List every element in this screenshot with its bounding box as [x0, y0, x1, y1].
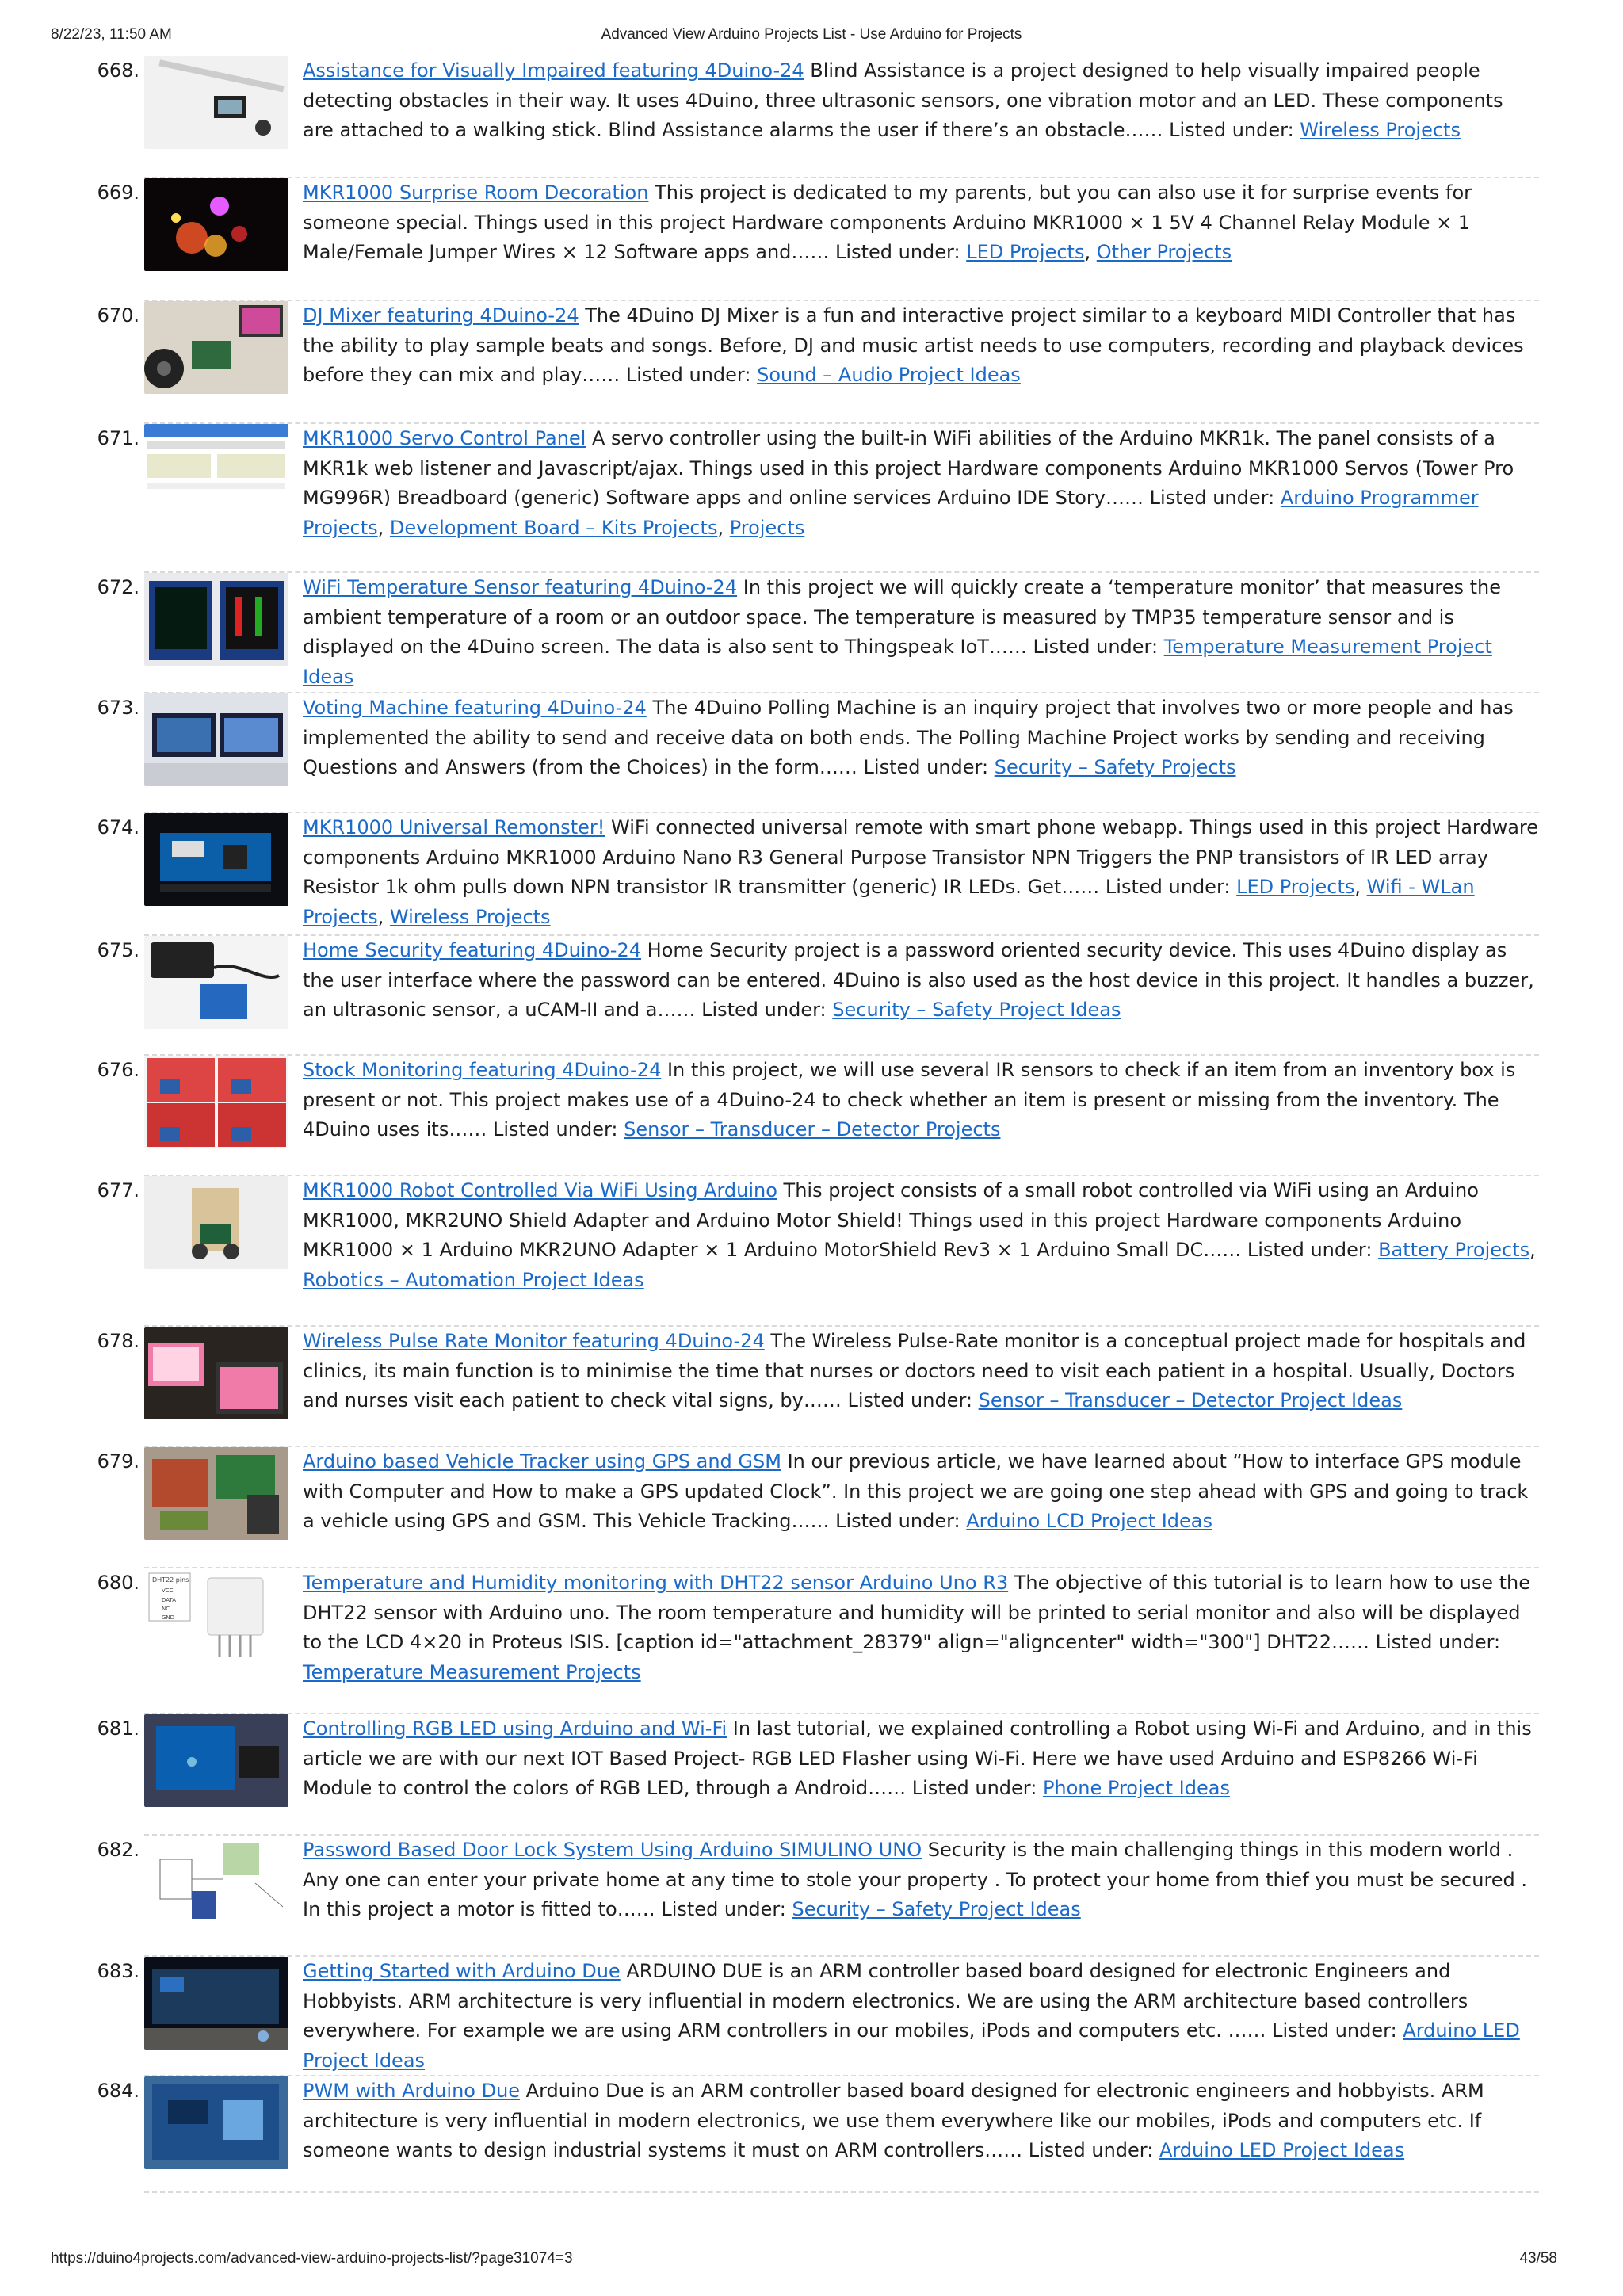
item-text: [303, 56, 1539, 146]
item-number: 670.: [97, 304, 139, 327]
item-text: [303, 1327, 1539, 1416]
category-link[interactable]: Robotics – Automation Project Ideas: [303, 1268, 644, 1291]
project-title-link[interactable]: Voting Machine featuring 4Duino-24: [303, 697, 647, 719]
list-item: [0, 1176, 1623, 1295]
list-item: [0, 301, 1623, 391]
item-number: 674.: [97, 816, 139, 839]
project-title-link[interactable]: WiFi Temperature Sensor featuring 4Duino-24: [303, 576, 738, 598]
list-item: [0, 693, 1623, 783]
project-description: Blind Assistance is a project designed to help visually impaired people detecting obstacles in their way. It uses 4Duino, three ultrasonic sensors, one vibration motor and an LED. These components are attached to a walking stick. Blind Assistance alarms the user if there’s an obstacle…… Listed under:: [303, 59, 1503, 141]
item-text: [303, 1957, 1539, 2076]
list-item: [0, 1327, 1623, 1416]
project-description: ARDUINO DUE is an ARM controller based board designed for electronic Engineers and Hobbyists. ARM architecture is very influential in modern electronics. We are using the ARM architecture based controllers everywhere. For example we are using ARM controllers in our mobiles, iPods and computers etc. …… Listed under:: [303, 1960, 1468, 2042]
item-number: 669.: [97, 181, 139, 204]
project-description: A servo controller using the built-in WiFi abilities of the Arduino MKR1k. The panel consists of a MKR1k web listener and Javascript/ajax. Things used in this project Hardware components Arduino MKR1000 Servos (Tower Pro MG996R) Breadboard (generic) Software apps and online services Arduino IDE Story…… Listed under:: [303, 427, 1514, 509]
category-link[interactable]: LED Projects: [1236, 876, 1355, 898]
item-divider: [144, 1567, 1539, 1568]
list-item: [0, 1056, 1623, 1145]
project-thumbnail[interactable]: [144, 1056, 288, 1148]
category-link[interactable]: Development Board – Kits Projects: [389, 516, 718, 539]
project-title-link[interactable]: PWM with Arduino Due: [303, 2080, 521, 2102]
project-title-link[interactable]: Home Security featuring 4Duino-24: [303, 939, 642, 961]
project-thumbnail[interactable]: [144, 301, 288, 394]
item-divider: [144, 1175, 1539, 1176]
category-link[interactable]: Wireless Projects: [389, 905, 551, 928]
item-divider: [144, 812, 1539, 813]
item-number: 680.: [97, 1572, 139, 1594]
item-number: 682.: [97, 1839, 139, 1861]
project-thumbnail[interactable]: [144, 56, 288, 149]
item-number: 676.: [97, 1059, 139, 1081]
item-text: [303, 1836, 1539, 1925]
category-link[interactable]: LED Projects: [966, 241, 1085, 263]
project-thumbnail[interactable]: [144, 178, 288, 271]
page-title: Advanced View Arduino Projects List - Use Arduino for Projects: [601, 26, 1022, 43]
category-link[interactable]: Wireless Projects: [1300, 119, 1461, 141]
item-number: 668.: [97, 59, 139, 82]
category-link[interactable]: Sound – Audio Project Ideas: [757, 364, 1021, 386]
item-divider: [144, 692, 1539, 693]
project-description: WiFi connected universal remote with smart phone webapp. Things used in this project Hardware components Arduino MKR1000 Arduino Nano R3 General Purpose Transistor NPN Triggers the PNP transistors of IR LED array Resistor 1k ohm pulls down NPN transistor IR transmitter (generic) IR LEDs. Get…… Listed under:: [303, 816, 1539, 898]
list-item: [0, 573, 1623, 692]
project-description: Arduino Due is an ARM controller based board designed for electronic engineers and hobbyists. ARM architecture is very influential in modern electronics, we use them everywhere like our mobiles, iPods and computers etc. If someone wants to design industrial systems it must on ARM controllers…… Listed under:: [303, 2080, 1484, 2161]
item-text: [303, 301, 1539, 391]
project-thumbnail[interactable]: [144, 936, 288, 1029]
list-item: [0, 936, 1623, 1026]
item-text: [303, 1447, 1539, 1537]
project-title-link[interactable]: Stock Monitoring featuring 4Duino-24: [303, 1059, 662, 1081]
project-title-link[interactable]: MKR1000 Surprise Room Decoration: [303, 181, 649, 204]
project-description: In this project, we will use several IR sensors to check if an item from an inventory box is present or not. This project makes use of a 4Duino-24 to check whether an item is present or missing from the inventory. The 4Duino uses its…… Listed under:: [303, 1059, 1516, 1140]
project-description: In this project we will quickly create a ‘temperature monitor’ that measures the ambient temperature of a room or an outdoor space. The temperature is measured by TMP35 temperature sensor and is displayed on the 4Duino screen. The data is also sent to Thingspeak IoT…… Listed under:: [303, 576, 1501, 658]
item-text: MKR1000 Surprise Room Decoration This project is dedicated to my parents, but you can also use it for surprise events for someone special. Things used in this project Hardware components Arduino MKR1000 × 1 5V 4 Channel Relay Module × 1 Male/Female Jumper Wires × 12 Software apps and…… Listed under: LED Projects, Other Projects: [303, 181, 1472, 263]
category-link[interactable]: Temperature Measurement Projects: [303, 1660, 641, 1683]
project-thumbnail[interactable]: [144, 1836, 288, 1928]
item-text: [303, 2076, 1539, 2166]
item-text: [303, 1056, 1539, 1145]
item-divider: [144, 1054, 1539, 1056]
page-number: 43/58: [1519, 2250, 1557, 2267]
item-divider: [144, 422, 1539, 424]
item-text: [303, 1714, 1539, 1804]
list-item: [0, 56, 1623, 146]
project-title-link[interactable]: Controlling RGB LED using Arduino and Wi-Fi: [303, 1717, 727, 1740]
item-text: [303, 936, 1539, 1026]
item-divider: [144, 934, 1539, 936]
project-description: This project is dedicated to my parents, but you can also use it for surprise events for someone special. Things used in this project Hardware components Arduino MKR1000 × 1 5V 4 Channel Relay Module × 1 Male/Female Jumper Wires × 12 Software apps and…… Listed under:: [303, 181, 1472, 263]
item-text: [303, 693, 1539, 783]
list-item: [0, 1957, 1623, 2076]
project-title-link[interactable]: MKR1000 Servo Control Panel: [303, 427, 586, 449]
item-number: 683.: [97, 1960, 139, 1982]
project-description: Security is the main challenging things in this modern world . Any one can enter your private home at any time to stole your property . To protect your home from thief you must be secured . In this project a motor is fitted to…… Listed under:: [303, 1839, 1528, 1920]
project-description: In our previous article, we have learned about “How to interface GPS module with Computer and How to make a GPS updated Clock”. In this project we are going one step ahead with GPS and going to track a vehicle using GPS and GSM. This Vehicle Tracking…… Listed under:: [303, 1450, 1529, 1532]
project-thumbnail[interactable]: [144, 1176, 288, 1269]
project-description: The 4Duino Polling Machine is an inquiry project that involves two or more people and has implemented the ability to send and receive data on both ends. The Polling Machine Project works by sending and receiving Questions and Answers (from the Choices) in the form…… Listed under:: [303, 697, 1514, 778]
project-description: This project consists of a small robot controlled via WiFi using an Arduino MKR1000, MKR2UNO Shield Adapter and Arduino Motor Shield! Things used in this project Hardware components Arduino MKR1000 × 1 Arduino MKR2UNO Adapter × 1 Arduino MotorShield Rev3 × 1 Arduino Small DC…… Listed under:: [303, 1179, 1479, 1261]
svg-text:DATA: DATA: [162, 1597, 177, 1603]
svg-text:NC: NC: [162, 1606, 170, 1612]
print-datetime: 8/22/23, 11:50 AM: [51, 26, 172, 43]
project-thumbnail[interactable]: [144, 1714, 288, 1807]
category-link[interactable]: Security – Safety Project Ideas: [832, 999, 1121, 1021]
project-description: The Wireless Pulse-Rate monitor is a conceptual project made for hospitals and clinics, its main function is to minimise the time that nurses or doctors need to visit each patient in a hospital. Usually, Doctors and nurses visit each patient to check vital signs, by…… Listed under:: [303, 1330, 1526, 1412]
list-item: [0, 1836, 1623, 1925]
category-link[interactable]: Security – Safety Project Ideas: [792, 1898, 1081, 1920]
project-description: The 4Duino DJ Mixer is a fun and interactive project similar to a keyboard MIDI Controller that has the ability to play sample beats and songs. Before, DJ and music artist needs to use computers, recording and playback devices before they can mix and play…… Listed under:: [303, 304, 1524, 386]
svg-text:DHT22 pins: DHT22 pins: [152, 1576, 189, 1584]
svg-text:GND: GND: [162, 1614, 175, 1621]
project-description: In last tutorial, we explained controlling a Robot using Wi-Fi and Arduino, and in this article we are with our next IOT Based Project- RGB LED Flasher using Wi-Fi. Here we have used Arduino and ESP8266 Wi-Fi Module to control the colors of RGB LED, through a Android…… Listed under:: [303, 1717, 1532, 1799]
project-thumbnail[interactable]: [144, 1447, 288, 1540]
item-divider: [144, 1834, 1539, 1836]
item-number: 679.: [97, 1450, 139, 1473]
project-title-link[interactable]: Assistance for Visually Impaired featuring 4Duino-24: [303, 59, 804, 82]
item-text: [303, 573, 1539, 692]
category-link[interactable]: Arduino LED Project Ideas: [303, 2019, 1520, 2072]
list-item: [0, 1447, 1623, 1537]
page-url: https://duino4projects.com/advanced-view-arduino-projects-list/?page31074=3: [51, 2250, 573, 2267]
item-number: 671.: [97, 427, 139, 449]
list-item: [0, 813, 1623, 932]
item-number: 677.: [97, 1179, 139, 1201]
project-title-link[interactable]: Getting Started with Arduino Due: [303, 1960, 621, 1982]
list-item: [0, 1568, 1623, 1687]
category-link[interactable]: Other Projects: [1096, 241, 1232, 263]
item-number: 684.: [97, 2080, 139, 2102]
category-link[interactable]: Sensor – Transducer – Detector Project Ideas: [978, 1389, 1403, 1412]
svg-text:VCC: VCC: [162, 1587, 174, 1594]
item-number: 678.: [97, 1330, 139, 1352]
item-divider: [144, 1325, 1539, 1327]
item-divider: [144, 2075, 1539, 2076]
project-title-link[interactable]: Arduino based Vehicle Tracker using GPS and GSM: [303, 1450, 781, 1473]
project-thumbnail[interactable]: [144, 813, 288, 906]
item-divider: [144, 1955, 1539, 1957]
list-item: [0, 1714, 1623, 1804]
project-thumbnail[interactable]: [144, 1568, 288, 1661]
project-title-link[interactable]: DJ Mixer featuring 4Duino-24: [303, 304, 579, 327]
project-thumbnail[interactable]: [144, 573, 288, 666]
project-thumbnail[interactable]: [144, 1327, 288, 1419]
project-thumbnail[interactable]: [144, 2076, 288, 2169]
project-title-link[interactable]: Password Based Door Lock System Using Arduino SIMULINO UNO: [303, 1839, 922, 1861]
list-item: [0, 2076, 1623, 2166]
project-title-link[interactable]: MKR1000 Robot Controlled Via WiFi Using Arduino: [303, 1179, 777, 1201]
item-text: MKR1000 Servo Control Panel A servo controller using the built-in WiFi abilities of the Arduino MKR1k. The panel consists of a MKR1k web listener and Javascript/ajax. Things used in this project Hardware components Arduino MKR1000 Servos (Tower Pro MG996R) Breadboard (generic) Software apps and online services Arduino IDE Story…… Listed under: Arduino Programmer Projects, Development Board – Kits Projects, Projects: [303, 427, 1514, 539]
item-text: [303, 1568, 1539, 1687]
project-description: Home Security project is a password oriented security device. This uses 4Duino display as the user interface where the password can be entered. 4Duino is also used as the host device in this project. It handles a buzzer, an ultrasonic sensor, a uCAM-II and a…… Listed under:: [303, 939, 1534, 1021]
category-link[interactable]: Sensor – Transducer – Detector Projects: [624, 1118, 1001, 1140]
project-thumbnail[interactable]: [144, 424, 288, 517]
list-item: [0, 424, 1623, 543]
item-number: 675.: [97, 939, 139, 961]
category-link[interactable]: Security – Safety Projects: [994, 756, 1236, 778]
item-divider: [144, 177, 1539, 178]
category-link[interactable]: Arduino LCD Project Ideas: [966, 1510, 1213, 1532]
list-item: [0, 178, 1623, 268]
item-divider: [144, 571, 1539, 573]
project-title-link[interactable]: Wireless Pulse Rate Monitor featuring 4Duino-24: [303, 1330, 765, 1352]
project-title-link[interactable]: MKR1000 Universal Remonster!: [303, 816, 605, 839]
item-divider: [144, 1446, 1539, 1447]
category-link[interactable]: Wifi - WLan Projects: [303, 876, 1475, 928]
item-number: 681.: [97, 1717, 139, 1740]
item-divider: [144, 2191, 1539, 2193]
item-divider: [144, 1713, 1539, 1714]
item-number: 672.: [97, 576, 139, 598]
category-link[interactable]: Arduino LED Project Ideas: [1159, 2139, 1405, 2161]
item-text: MKR1000 Robot Controlled Via WiFi Using Arduino This project consists of a small robot controlled via WiFi using an Arduino MKR1000, MKR2UNO Shield Adapter and Arduino Motor Shield! Things used in this project Hardware components Arduino MKR1000 × 1 Arduino MKR2UNO Adapter × 1 Arduino MotorShield Rev3 × 1 Arduino Small DC…… Listed under: Battery Projects, Robotics – Automation Project Ideas: [303, 1179, 1536, 1291]
project-thumbnail[interactable]: [144, 1957, 288, 2050]
item-number: 673.: [97, 697, 139, 719]
category-link[interactable]: Phone Project Ideas: [1042, 1777, 1230, 1799]
project-description: The objective of this tutorial is to learn how to use the DHT22 sensor with Arduino uno. The room temperature and humidity will be printed to serial monitor and also will be displayed to the LCD 4×20 in Proteus ISIS. [caption id="attachment_28379" align="aligncenter" width="300"] DHT22…… Listed under:: [303, 1572, 1531, 1653]
category-link[interactable]: Battery Projects: [1378, 1239, 1530, 1261]
project-title-link[interactable]: Temperature and Humidity monitoring with DHT22 sensor Arduino Uno R3: [303, 1572, 1009, 1594]
item-divider: [144, 300, 1539, 301]
category-link[interactable]: Arduino Programmer Projects: [303, 487, 1479, 539]
category-link[interactable]: Projects: [729, 516, 805, 539]
category-link[interactable]: Temperature Measurement Project Ideas: [303, 636, 1492, 688]
item-text: MKR1000 Universal Remonster! WiFi connected universal remote with smart phone webapp. Things used in this project Hardware components Arduino MKR1000 Arduino Nano R3 General Purpose Transistor NPN Triggers the PNP transistors of IR LED array Resistor 1k ohm pulls down NPN transistor IR transmitter (generic) IR LEDs. Get…… Listed under: LED Projects, Wifi - WLan Projects, Wireless Projects: [303, 816, 1539, 928]
project-thumbnail[interactable]: [144, 693, 288, 786]
